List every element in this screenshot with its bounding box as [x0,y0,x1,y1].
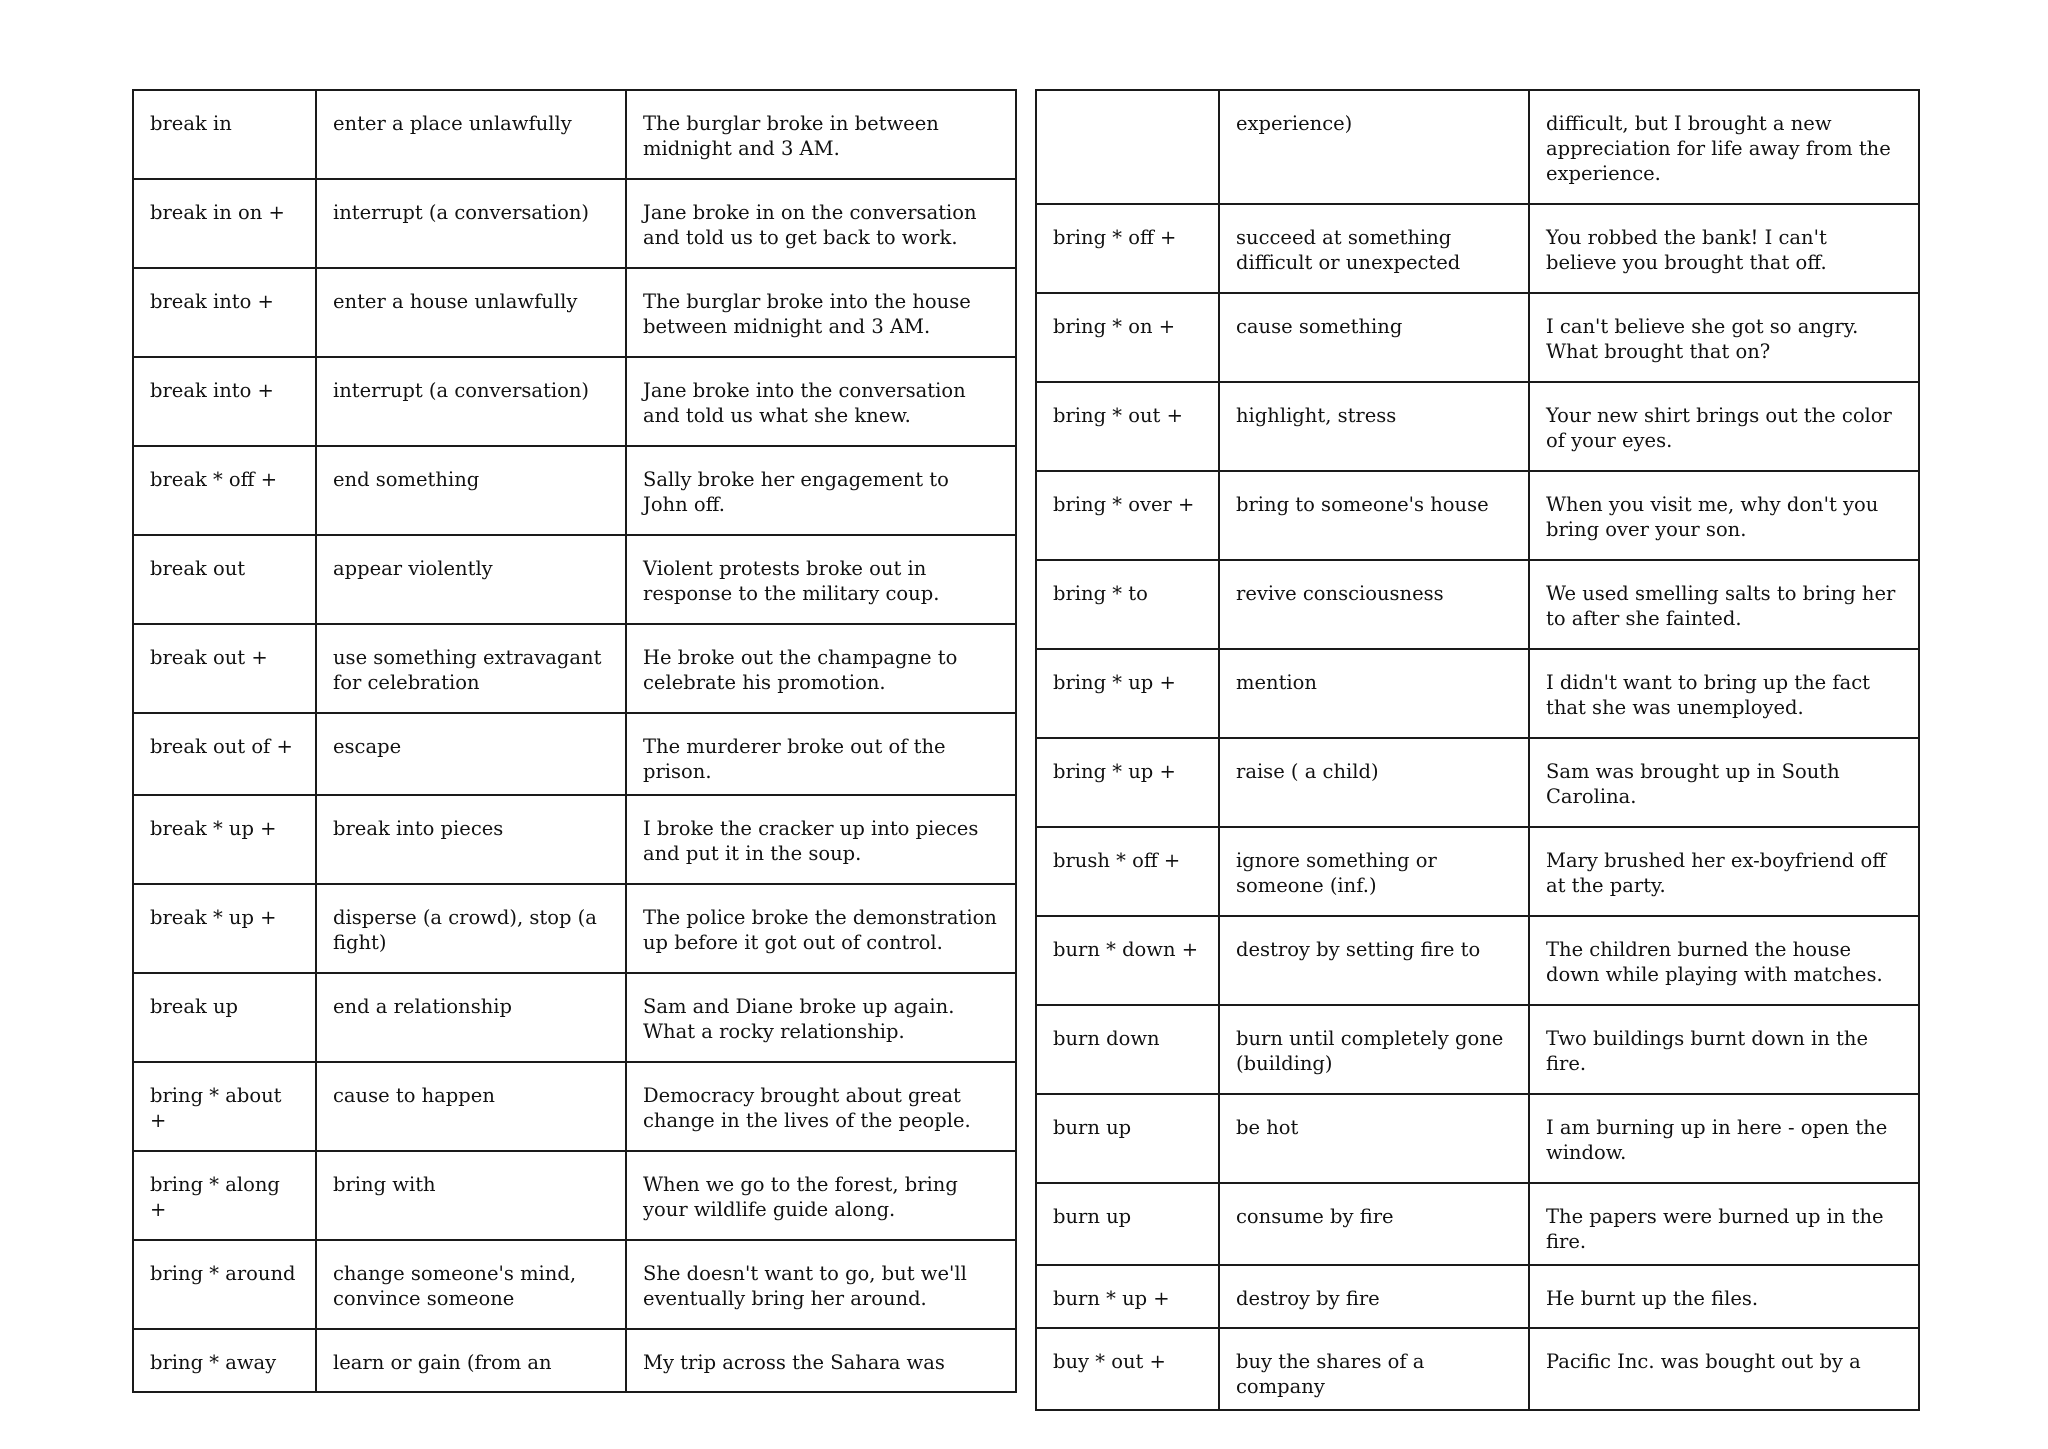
example-cell: Violent protests broke out in response to the military coup. [626,535,1016,624]
meaning-cell: end something [316,446,626,535]
table-row [1036,293,1919,382]
verb-cell: burn up [1036,1094,1219,1183]
example-cell: Democracy brought about great change in the lives of the people. [626,1062,1016,1151]
meaning-cell: succeed at something difficult or unexpected [1219,204,1529,293]
verb-cell: bring * over + [1036,471,1219,560]
meaning-cell: use something extravagant for celebration [316,624,626,713]
example-cell: Sam and Diane broke up again. What a rocky relationship. [626,973,1016,1062]
table-row [133,446,1016,535]
meaning-cell: consume by fire [1219,1183,1529,1265]
verb-cell: break in [133,90,316,179]
meaning-cell: mention [1219,649,1529,738]
verb-cell: bring * along + [133,1151,316,1240]
meaning-cell: bring to someone's house [1219,471,1529,560]
meaning-cell: appear violently [316,535,626,624]
example-cell: The police broke the demonstration up before it got out of control. [626,884,1016,973]
example-cell: I am burning up in here - open the window. [1529,1094,1919,1183]
example-cell: I didn't want to bring up the fact that she was unemployed. [1529,649,1919,738]
meaning-cell: destroy by setting fire to [1219,916,1529,1005]
verb-cell: bring * to [1036,560,1219,649]
table-row [133,884,1016,973]
verb-cell: break out + [133,624,316,713]
meaning-cell: enter a place unlawfully [316,90,626,179]
verb-cell: bring * away [133,1329,316,1392]
meaning-cell: ignore something or someone (inf.) [1219,827,1529,916]
meaning-cell: experience) [1219,90,1529,204]
example-cell: When you visit me, why don't you bring over your son. [1529,471,1919,560]
verb-cell: bring * about + [133,1062,316,1151]
example-cell: difficult, but I brought a new appreciation for life away from the experience. [1529,90,1919,204]
example-cell: Jane broke in on the conversation and told us to get back to work. [626,179,1016,268]
table-row [1036,738,1919,827]
table-row [1036,382,1919,471]
example-cell: The burglar broke into the house between midnight and 3 AM. [626,268,1016,357]
verb-cell: break * up + [133,884,316,973]
phrasal-verb-table-left [132,89,1017,1393]
verb-cell: bring * out + [1036,382,1219,471]
meaning-cell: learn or gain (from an [316,1329,626,1392]
table-row [1036,916,1919,1005]
table-row [1036,471,1919,560]
meaning-cell: burn until completely gone (building) [1219,1005,1529,1094]
verb-cell: bring * on + [1036,293,1219,382]
verb-cell: brush * off + [1036,827,1219,916]
table-row [133,1151,1016,1240]
verb-cell: burn up [1036,1183,1219,1265]
meaning-cell: raise ( a child) [1219,738,1529,827]
meaning-cell: bring with [316,1151,626,1240]
verb-cell: bring * up + [1036,738,1219,827]
example-cell: Sam was brought up in South Carolina. [1529,738,1919,827]
table-row [133,1329,1016,1392]
table-row [1036,1005,1919,1094]
example-cell: When we go to the forest, bring your wildlife guide along. [626,1151,1016,1240]
verb-cell: burn * down + [1036,916,1219,1005]
table-row [1036,1328,1919,1410]
example-cell: The children burned the house down while playing with matches. [1529,916,1919,1005]
table-row [1036,560,1919,649]
table-row [1036,649,1919,738]
table-row [133,179,1016,268]
meaning-cell: be hot [1219,1094,1529,1183]
table-row [1036,90,1919,204]
verb-cell: bring * around [133,1240,316,1329]
verb-cell: break into + [133,357,316,446]
verb-cell: break out [133,535,316,624]
table-row [1036,1265,1919,1328]
example-cell: The burglar broke in between midnight and 3 AM. [626,90,1016,179]
verb-cell: break in on + [133,179,316,268]
table-row [1036,1183,1919,1265]
verb-cell: burn * up + [1036,1265,1219,1328]
example-cell: Mary brushed her ex-boyfriend off at the party. [1529,827,1919,916]
table-row [133,795,1016,884]
example-cell: Pacific Inc. was bought out by a [1529,1328,1919,1410]
verb-cell: buy * out + [1036,1328,1219,1410]
meaning-cell: cause something [1219,293,1529,382]
table-row [1036,827,1919,916]
verb-cell: break * up + [133,795,316,884]
example-cell: You robbed the bank! I can't believe you brought that off. [1529,204,1919,293]
meaning-cell: end a relationship [316,973,626,1062]
table-row [133,624,1016,713]
meaning-cell: cause to happen [316,1062,626,1151]
example-cell: Jane broke into the conversation and told us what she knew. [626,357,1016,446]
verb-cell: bring * off + [1036,204,1219,293]
meaning-cell: enter a house unlawfully [316,268,626,357]
table-row [133,357,1016,446]
table-row [133,713,1016,795]
example-cell: Two buildings burnt down in the fire. [1529,1005,1919,1094]
verb-cell: break * off + [133,446,316,535]
example-cell: The papers were burned up in the fire. [1529,1183,1919,1265]
example-cell: She doesn't want to go, but we'll eventually bring her around. [626,1240,1016,1329]
table-row [133,973,1016,1062]
example-cell: We used smelling salts to bring her to after she fainted. [1529,560,1919,649]
phrasal-verb-table-right [1035,89,1920,1411]
verb-cell: burn down [1036,1005,1219,1094]
meaning-cell: highlight, stress [1219,382,1529,471]
meaning-cell: revive consciousness [1219,560,1529,649]
meaning-cell: break into pieces [316,795,626,884]
example-cell: He burnt up the files. [1529,1265,1919,1328]
example-cell: I can't believe she got so angry. What brought that on? [1529,293,1919,382]
example-cell: He broke out the champagne to celebrate his promotion. [626,624,1016,713]
table-row [133,268,1016,357]
verb-cell: bring * up + [1036,649,1219,738]
verb-cell: break out of + [133,713,316,795]
example-cell: Sally broke her engagement to John off. [626,446,1016,535]
meaning-cell: change someone's mind, convince someone [316,1240,626,1329]
verb-cell [1036,90,1219,204]
table-row [133,1240,1016,1329]
meaning-cell: destroy by fire [1219,1265,1529,1328]
table-row [133,90,1016,179]
table-row [1036,1094,1919,1183]
example-cell: Your new shirt brings out the color of your eyes. [1529,382,1919,471]
meaning-cell: interrupt (a conversation) [316,179,626,268]
meaning-cell: escape [316,713,626,795]
table-row [133,535,1016,624]
verb-cell: break up [133,973,316,1062]
meaning-cell: disperse (a crowd), stop (a fight) [316,884,626,973]
meaning-cell: buy the shares of a company [1219,1328,1529,1410]
example-cell: The murderer broke out of the prison. [626,713,1016,795]
example-cell: I broke the cracker up into pieces and put it in the soup. [626,795,1016,884]
example-cell: My trip across the Sahara was [626,1329,1016,1392]
meaning-cell: interrupt (a conversation) [316,357,626,446]
verb-cell: break into + [133,268,316,357]
table-row [133,1062,1016,1151]
table-row [1036,204,1919,293]
